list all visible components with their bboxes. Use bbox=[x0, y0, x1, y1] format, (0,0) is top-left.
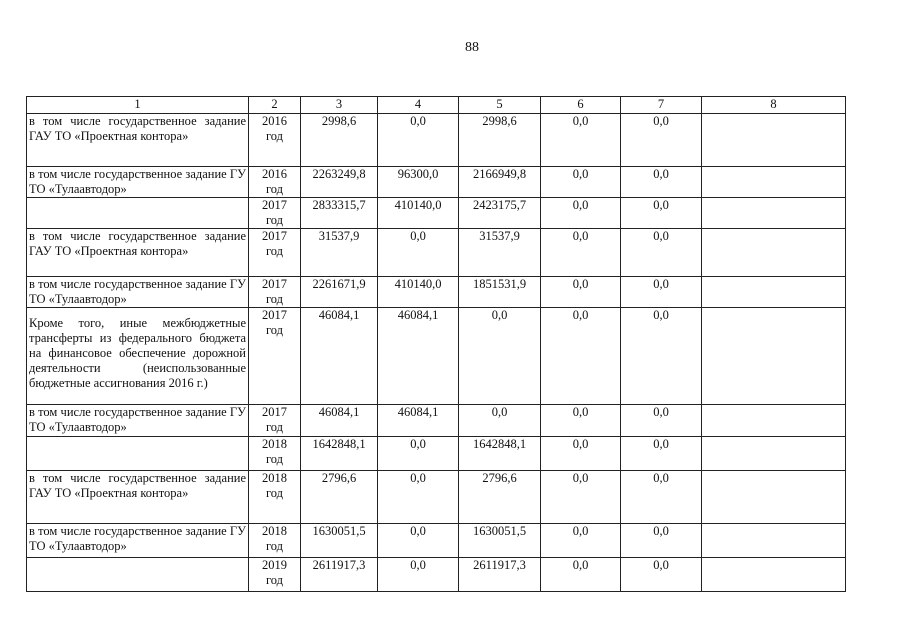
value-cell: 0,0 bbox=[621, 229, 702, 277]
description-cell: в том числе государственное задание ГУ ТО «Тулаавтодор» bbox=[27, 524, 249, 558]
table-header-row bbox=[27, 97, 846, 114]
value-cell: 2998,6 bbox=[301, 114, 378, 167]
note-cell bbox=[702, 229, 846, 277]
table-row bbox=[27, 524, 846, 558]
budget-table bbox=[26, 96, 846, 592]
year-cell bbox=[249, 405, 301, 437]
table-row bbox=[27, 437, 846, 471]
note-cell bbox=[702, 114, 846, 167]
value-cell: 2166949,8 bbox=[459, 167, 541, 198]
column-header: 5 bbox=[459, 97, 541, 114]
year-unit: год bbox=[265, 323, 284, 337]
note-cell bbox=[702, 524, 846, 558]
value-cell: 0,0 bbox=[621, 471, 702, 524]
value-cell: 410140,0 bbox=[378, 277, 459, 308]
year-value: 2017 bbox=[262, 277, 287, 291]
value-cell: 2611917,3 bbox=[301, 558, 378, 592]
value-cell: 1851531,9 bbox=[459, 277, 541, 308]
note-cell bbox=[702, 558, 846, 592]
value-cell: 0,0 bbox=[541, 229, 621, 277]
value-cell: 0,0 bbox=[621, 405, 702, 437]
year-cell bbox=[249, 229, 301, 277]
value-cell: 0,0 bbox=[378, 524, 459, 558]
column-header: 7 bbox=[621, 97, 702, 114]
value-cell: 0,0 bbox=[378, 114, 459, 167]
note-cell bbox=[702, 198, 846, 229]
column-header: 3 bbox=[301, 97, 378, 114]
year-value: 2017 bbox=[262, 308, 287, 322]
year-cell bbox=[249, 471, 301, 524]
year-cell bbox=[249, 114, 301, 167]
description-cell bbox=[27, 558, 249, 592]
column-header: 2 bbox=[249, 97, 301, 114]
year-cell bbox=[249, 558, 301, 592]
value-cell: 0,0 bbox=[541, 405, 621, 437]
value-cell: 410140,0 bbox=[378, 198, 459, 229]
table-row bbox=[27, 471, 846, 524]
value-cell: 2796,6 bbox=[301, 471, 378, 524]
value-cell: 0,0 bbox=[541, 558, 621, 592]
note-cell bbox=[702, 167, 846, 198]
value-cell: 31537,9 bbox=[301, 229, 378, 277]
description-cell: в том числе государственное задание ГУ ТО «Тулаавтодор» bbox=[27, 405, 249, 437]
value-cell: 0,0 bbox=[621, 114, 702, 167]
year-unit: год bbox=[265, 539, 284, 553]
value-cell: 2796,6 bbox=[459, 471, 541, 524]
value-cell: 2423175,7 bbox=[459, 198, 541, 229]
value-cell: 1630051,5 bbox=[301, 524, 378, 558]
value-cell: 0,0 bbox=[541, 198, 621, 229]
value-cell: 0,0 bbox=[378, 471, 459, 524]
value-cell: 96300,0 bbox=[378, 167, 459, 198]
value-cell: 0,0 bbox=[621, 558, 702, 592]
value-cell: 0,0 bbox=[621, 524, 702, 558]
table-row bbox=[27, 198, 846, 229]
year-unit: год bbox=[265, 486, 284, 500]
column-header: 1 bbox=[27, 97, 249, 114]
year-unit: год bbox=[265, 292, 284, 306]
year-cell bbox=[249, 167, 301, 198]
note-cell bbox=[702, 277, 846, 308]
note-cell bbox=[702, 471, 846, 524]
value-cell: 0,0 bbox=[541, 308, 621, 405]
year-unit: год bbox=[265, 182, 284, 196]
value-cell: 0,0 bbox=[621, 198, 702, 229]
value-cell: 0,0 bbox=[541, 471, 621, 524]
description-cell: в том числе государственное задание ГАУ ТО «Проектная контора» bbox=[27, 471, 249, 524]
year-value: 2018 bbox=[262, 437, 287, 451]
value-cell: 1630051,5 bbox=[459, 524, 541, 558]
table-row bbox=[27, 114, 846, 167]
table-row bbox=[27, 229, 846, 277]
value-cell: 46084,1 bbox=[301, 405, 378, 437]
year-unit: год bbox=[265, 573, 284, 587]
value-cell: 0,0 bbox=[541, 437, 621, 471]
table-row bbox=[27, 308, 846, 405]
year-value: 2016 bbox=[262, 114, 287, 128]
year-cell bbox=[249, 524, 301, 558]
year-value: 2018 bbox=[262, 471, 287, 485]
value-cell: 2833315,7 bbox=[301, 198, 378, 229]
table-row bbox=[27, 405, 846, 437]
value-cell: 46084,1 bbox=[378, 405, 459, 437]
note-cell bbox=[702, 308, 846, 405]
value-cell: 2263249,8 bbox=[301, 167, 378, 198]
value-cell: 46084,1 bbox=[378, 308, 459, 405]
value-cell: 0,0 bbox=[378, 437, 459, 471]
year-value: 2017 bbox=[262, 229, 287, 243]
value-cell: 0,0 bbox=[378, 558, 459, 592]
year-value: 2019 bbox=[262, 558, 287, 572]
year-value: 2018 bbox=[262, 524, 287, 538]
value-cell: 46084,1 bbox=[301, 308, 378, 405]
value-cell: 0,0 bbox=[378, 229, 459, 277]
year-cell bbox=[249, 198, 301, 229]
column-header: 8 bbox=[702, 97, 846, 114]
year-unit: год bbox=[265, 420, 284, 434]
year-unit: год bbox=[265, 452, 284, 466]
value-cell: 0,0 bbox=[621, 277, 702, 308]
description-cell: в том числе государственное задание ГУ ТО «Тулаавтодор» bbox=[27, 277, 249, 308]
value-cell: 31537,9 bbox=[459, 229, 541, 277]
description-cell: в том числе государственное задание ГАУ ТО «Проектная контора» bbox=[27, 229, 249, 277]
value-cell: 1642848,1 bbox=[459, 437, 541, 471]
table-row bbox=[27, 558, 846, 592]
value-cell: 0,0 bbox=[621, 437, 702, 471]
value-cell: 0,0 bbox=[459, 405, 541, 437]
value-cell: 0,0 bbox=[621, 308, 702, 405]
column-header: 6 bbox=[541, 97, 621, 114]
year-value: 2017 bbox=[262, 198, 287, 212]
table-row bbox=[27, 167, 846, 198]
year-unit: год bbox=[265, 129, 284, 143]
year-cell bbox=[249, 437, 301, 471]
note-cell bbox=[702, 437, 846, 471]
value-cell: 2998,6 bbox=[459, 114, 541, 167]
column-header: 4 bbox=[378, 97, 459, 114]
note-cell bbox=[702, 405, 846, 437]
year-cell bbox=[249, 308, 301, 405]
description-cell bbox=[27, 437, 249, 471]
value-cell: 0,0 bbox=[541, 277, 621, 308]
year-unit: год bbox=[265, 213, 284, 227]
year-value: 2017 bbox=[262, 405, 287, 419]
value-cell: 2261671,9 bbox=[301, 277, 378, 308]
value-cell: 2611917,3 bbox=[459, 558, 541, 592]
description-cell: в том числе государственное задание ГУ ТО «Тулаавтодор» bbox=[27, 167, 249, 198]
year-value: 2016 bbox=[262, 167, 287, 181]
value-cell: 0,0 bbox=[541, 167, 621, 198]
description-cell bbox=[27, 198, 249, 229]
value-cell: 0,0 bbox=[541, 114, 621, 167]
table-row bbox=[27, 277, 846, 308]
year-unit: год bbox=[265, 244, 284, 258]
description-cell: в том числе государственное задание ГАУ ТО «Проектная контора» bbox=[27, 114, 249, 167]
year-cell bbox=[249, 277, 301, 308]
page-number: 88 bbox=[465, 40, 479, 55]
value-cell: 0,0 bbox=[541, 524, 621, 558]
value-cell: 0,0 bbox=[459, 308, 541, 405]
value-cell: 0,0 bbox=[621, 167, 702, 198]
description-cell: Кроме того, иные межбюджетные трансферты из федерального бюджета на финансовое обеспечение дорожной деятельности (неиспользованные бюджетные ассигнования 2016 г.) bbox=[27, 308, 249, 405]
value-cell: 1642848,1 bbox=[301, 437, 378, 471]
